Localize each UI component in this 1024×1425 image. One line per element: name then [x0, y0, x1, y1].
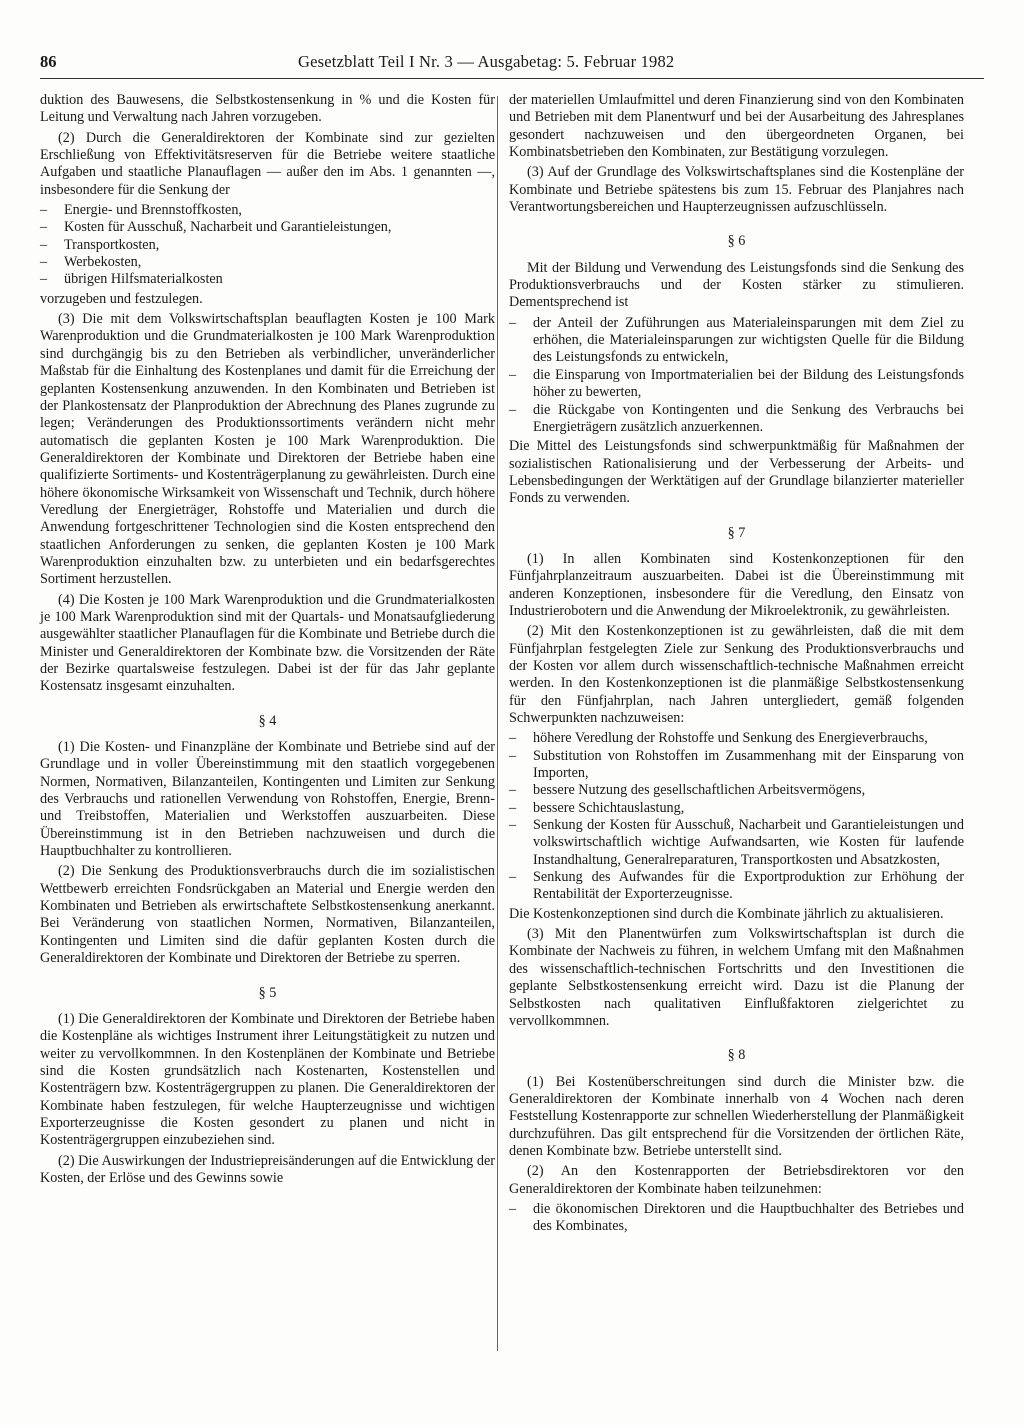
paragraph: (1) Bei Kostenüberschreitungen sind durch die Minister bzw. die Generaldirektoren der Kombinate innerhalb von 4 Wochen nach deren Feststellung Kostenrapporte zur schnellen Wiederherstellung der Planmäßigkeit durchzuführen. Das gilt entsprechend für die Vorsitzenden der örtlichen Räte, denen Kombinate bzw. Betriebe unterstellt sind.: [509, 1073, 964, 1159]
list-item: – Energie- und Brennstoffkosten,: [40, 202, 495, 219]
paragraph: (2) Die Auswirkungen der Industriepreisänderungen auf die Entwicklung der Kosten, der Erlöse und des Gewinns sowie: [40, 1152, 495, 1186]
list-item: – Kosten für Ausschuß, Nacharbeit und Garantieleistungen,: [40, 219, 495, 236]
running-title: Gesetzblatt Teil I Nr. 3 — Ausgabetag: 5. Februar 1982: [298, 52, 675, 71]
list-item: – Transportkosten,: [40, 237, 495, 254]
list-item: – bessere Schichtauslastung,: [509, 800, 964, 817]
right-column: [509, 92, 964, 1238]
paragraph: (2) Durch die Generaldirektoren der Kombinate sind zur gezielten Erschließung von Effektivitätsreserven für die Betriebe weitere staatliche Aufgaben und staatliche Planauflagen — außer den im Abs. 1 genannten —, insbesondere für die Senkung der: [40, 129, 495, 198]
paragraph: duktion des Bauwesens, die Selbstkostensenkung in % und die Kosten für Leitung und Verwaltung nach Jahren vorzugeben.: [40, 92, 495, 126]
dash-list: [40, 202, 495, 289]
section-heading: § 6: [727, 233, 746, 250]
list-item: – höhere Veredlung der Rohstoffe und Senkung des Energieverbrauchs,: [509, 730, 964, 747]
list-item: – Senkung der Kosten für Ausschuß, Nacharbeit und Garantieleistungen und volkswirtschaftlich wichtige Aufwandsarten, wie Kosten für laufende Instandhaltung, Generalreparaturen, Transportkosten und Absatzkosten,: [509, 817, 964, 869]
paragraph: vorzugeben und festzulegen.: [40, 290, 203, 307]
paragraph: (1) Die Generaldirektoren der Kombinate und Direktoren der Betriebe haben die Kostenpläne als wichtiges Instrument ihrer Leitungstätigkeit zu nutzen und weiter zu vervollkommnen. In den Kostenplänen der Kombinate und Betriebe sind die Kosten grundsätzlich nach Kostenarten, Kostenstellen und Kostenträgern bzw. Kostenträgergruppen zu planen. Die Generaldirektoren der Kombinate haben festzulegen, für welche Haupterzeugnisse und wichtigen Exporterzeugnisse die Kosten gesondert zu planen und nicht in Kostenträgergruppen einzubeziehen sind.: [40, 1010, 495, 1149]
paragraph: (2) Mit den Kostenkonzeptionen ist zu gewährleisten, daß die mit dem Fünfjahrplan festgelegten Ziele zur Senkung des Produktionsverbrauchs und der Kosten vor allem durch wissenschaftlich-technische Maßnahmen erreicht werden. In den Kostenkonzeptionen ist die planmäßige Selbstkostensenkung für den Fünfjahrplan, nach Jahren untergliedert, gemäß folgenden Schwerpunkten nachzuweisen:: [509, 623, 964, 726]
list-item: – Senkung des Aufwandes für die Exportproduktion zur Erhöhung der Rentabilität der Exporterzeugnisse.: [509, 869, 964, 904]
list-item: – bessere Nutzung des gesellschaftlichen Arbeitsvermögens,: [509, 782, 964, 799]
paragraph: (3) Auf der Grundlage des Volkswirtschaftsplanes sind die Kostenpläne der Kombinate und Betriebe spätestens bis zum 15. Februar des Planjahres nach Verantwortungsbereichen und Haupterzeugnissen aufzuschlüsseln.: [509, 164, 964, 216]
list-item: – die ökonomischen Direktoren und die Hauptbuchhalter des Betriebes und des Kombinates,: [509, 1201, 964, 1236]
section-heading: § 5: [258, 984, 277, 1001]
left-column: [40, 92, 495, 1190]
list-item: – Substitution von Rohstoffen im Zusammenhang mit der Einsparung von Importen,: [509, 748, 964, 783]
list-item: – die Rückgabe von Kontingenten und die Senkung des Verbrauchs bei Energieträgern zusätzlich anzuerkennen.: [509, 402, 964, 437]
list-item: – der Anteil der Zuführungen aus Materialeinsparungen mit dem Ziel zu erhöhen, die Materialeinsparungen zur wichtigsten Quelle für die Bildung des Leistungsfonds zu entwickeln,: [509, 315, 964, 367]
column-separator: [497, 96, 498, 1351]
paragraph: (4) Die Kosten je 100 Mark Warenproduktion und die Grundmaterialkosten je 100 Mark Warenproduktion sind mit der Quartals- und Monatsaufgliederung ausgewählter staatlicher Planauflagen für die Kombinate und Betriebe durch die Minister und Generaldirektoren der Kombinate bzw. die Vorsitzenden der Räte der Bezirke quartalsweise festzulegen. Dabei ist der für das Jahr geplante Kostensatz insgesamt einzuhalten.: [40, 591, 496, 695]
paragraph: Die Mittel des Leistungsfonds sind schwerpunktmäßig für Maßnahmen der sozialistischen Rationalisierung und der Verbesserung der Arbeits- und Lebensbedingungen der Werktätigen auf der Grundlage bilanzierter materieller Fonds zu verwenden.: [509, 438, 964, 507]
paragraph: Mit der Bildung und Verwendung des Leistungsfonds sind die Senkung des Produktionsverbrauchs und der Kosten stärker zu stimulieren. Dementsprechend ist: [509, 259, 964, 311]
paragraph: (3) Die mit dem Volkswirtschaftsplan beauflagten Kosten je 100 Mark Warenproduktion und die Grundmaterialkosten je 100 Mark Warenproduktion sind durchgängig bis zu den Betrieben als verbindlicher, unveränderlicher Maßstab für die Einhaltung des Kostenplanes und damit für die Erreichung der geplanten Kostensenkung anzuwenden. In den Kombinaten und Betrieben ist der Plankostensatz der Planproduktion der Abrechnung des Planes zugrunde zu legen; Veränderungen des Produktionssortiments verändern nicht mehr automatisch die geplanten Kosten je 100 Mark Warenproduktion. Die Generaldirektoren der Kombinate und Direktoren der Betriebe haben eine qualifizierte Sortiments- und Kostenträgerplanung zu gewährleisten. Durch eine höhere ökonomische Wirksamkeit von Wissenschaft und Technik, durch höhere Veredlung der Energieträger, Rohstoffe und Materialien und durch die Anwendung fortgeschrittener Technologien sind die Kosten entsprechend den staatlichen Anforderungen zu senken, die geplanten Kosten je 100 Mark Warenproduktion einzuhalten bzw. zu unterbieten und ein bedarfsgerechtes Sortiment herzustellen.: [40, 311, 495, 588]
page-header: [40, 52, 984, 78]
paragraph: Die Kostenkonzeptionen sind durch die Kombinate jährlich zu aktualisieren.: [509, 905, 944, 922]
paragraph: (2) Die Senkung des Produktionsverbrauchs durch die im sozialistischen Wettbewerb erreichten Fondsrückgaben an Material und Energie werden den Kombinaten und Betrieben als erwirtschaftete Selbstkostensenkung anerkannt. Bei Veränderung von staatlichen Normen, Normativen, Bilanzanteilen, Kontingenten und Limiten sind die dafür geplanten Kosten durch die Generaldirektoren der Kombinate und Direktoren der Betriebe zu sperren.: [40, 863, 495, 967]
paragraph: (2) An den Kostenrapporten der Betriebsdirektoren vor den Generaldirektoren der Kombinate haben teilzunehmen:: [509, 1163, 964, 1197]
paragraph: der materiellen Umlaufmittel und deren Finanzierung sind von den Kombinaten und Betrieben mit dem Planentwurf und bei der Ausarbeitung des Jahresplanes gesondert nachzuweisen und den übergeordneten Organen, bei Kombinatsbetrieben den Kombinaten, zur Bestätigung vorzulegen.: [509, 92, 964, 161]
list-item: – übrigen Hilfsmaterialkosten: [40, 271, 495, 288]
section-heading: § 7: [727, 524, 746, 541]
paragraph: (1) Die Kosten- und Finanzpläne der Kombinate und Betriebe sind auf der Grundlage und in voller Übereinstimmung mit den staatlich vorgegebenen Normen, Normativen, Bilanzanteilen, Kontingenten und Limiten zur Senkung des Verbrauchs und rationellen Verwendung von Rohstoffen, Energie, Brenn- und Treibstoffen, Materialien und Werkstoffen auszuarbeiten. Diese Übereinstimmung ist in den Betrieben nachzuweisen und durch die Hauptbuchhalter zu kontrollieren.: [40, 739, 495, 860]
list-item: – Werbekosten,: [40, 254, 495, 271]
paragraph: (1) In allen Kombinaten sind Kostenkonzeptionen für den Fünfjahrplanzeitraum auszuarbeiten. Dabei ist die Übereinstimmung mit anderen Konzeptionen, insbesondere für die Veredlung, den Einsatz von Industrierobotern und die Anwendung der Mikroelektronik, zu gewährleisten.: [509, 550, 964, 619]
dash-list: [509, 1201, 964, 1236]
header-rule: [40, 78, 984, 79]
dash-list: [509, 730, 964, 903]
dash-list: [509, 315, 964, 436]
section-heading: § 4: [258, 712, 277, 729]
paragraph: (3) Mit den Planentwürfen zum Volkswirtschaftsplan ist durch die Kombinate der Nachweis zu führen, in welchem Umfang mit den Maßnahmen des wissenschaftlich-technischen Fortschritts und den Investitionen die geplante Selbstkostensenkung erreicht wird. Dazu ist die Planung der Selbstkosten nach qualitativen Einflußfaktoren zielgerichtet zu vervollkommnen.: [509, 926, 964, 1029]
list-item: – die Einsparung von Importmaterialien bei der Bildung des Leistungsfonds höher zu bewerten,: [509, 367, 964, 402]
page-number: 86: [40, 52, 57, 71]
section-heading: § 8: [727, 1047, 746, 1064]
